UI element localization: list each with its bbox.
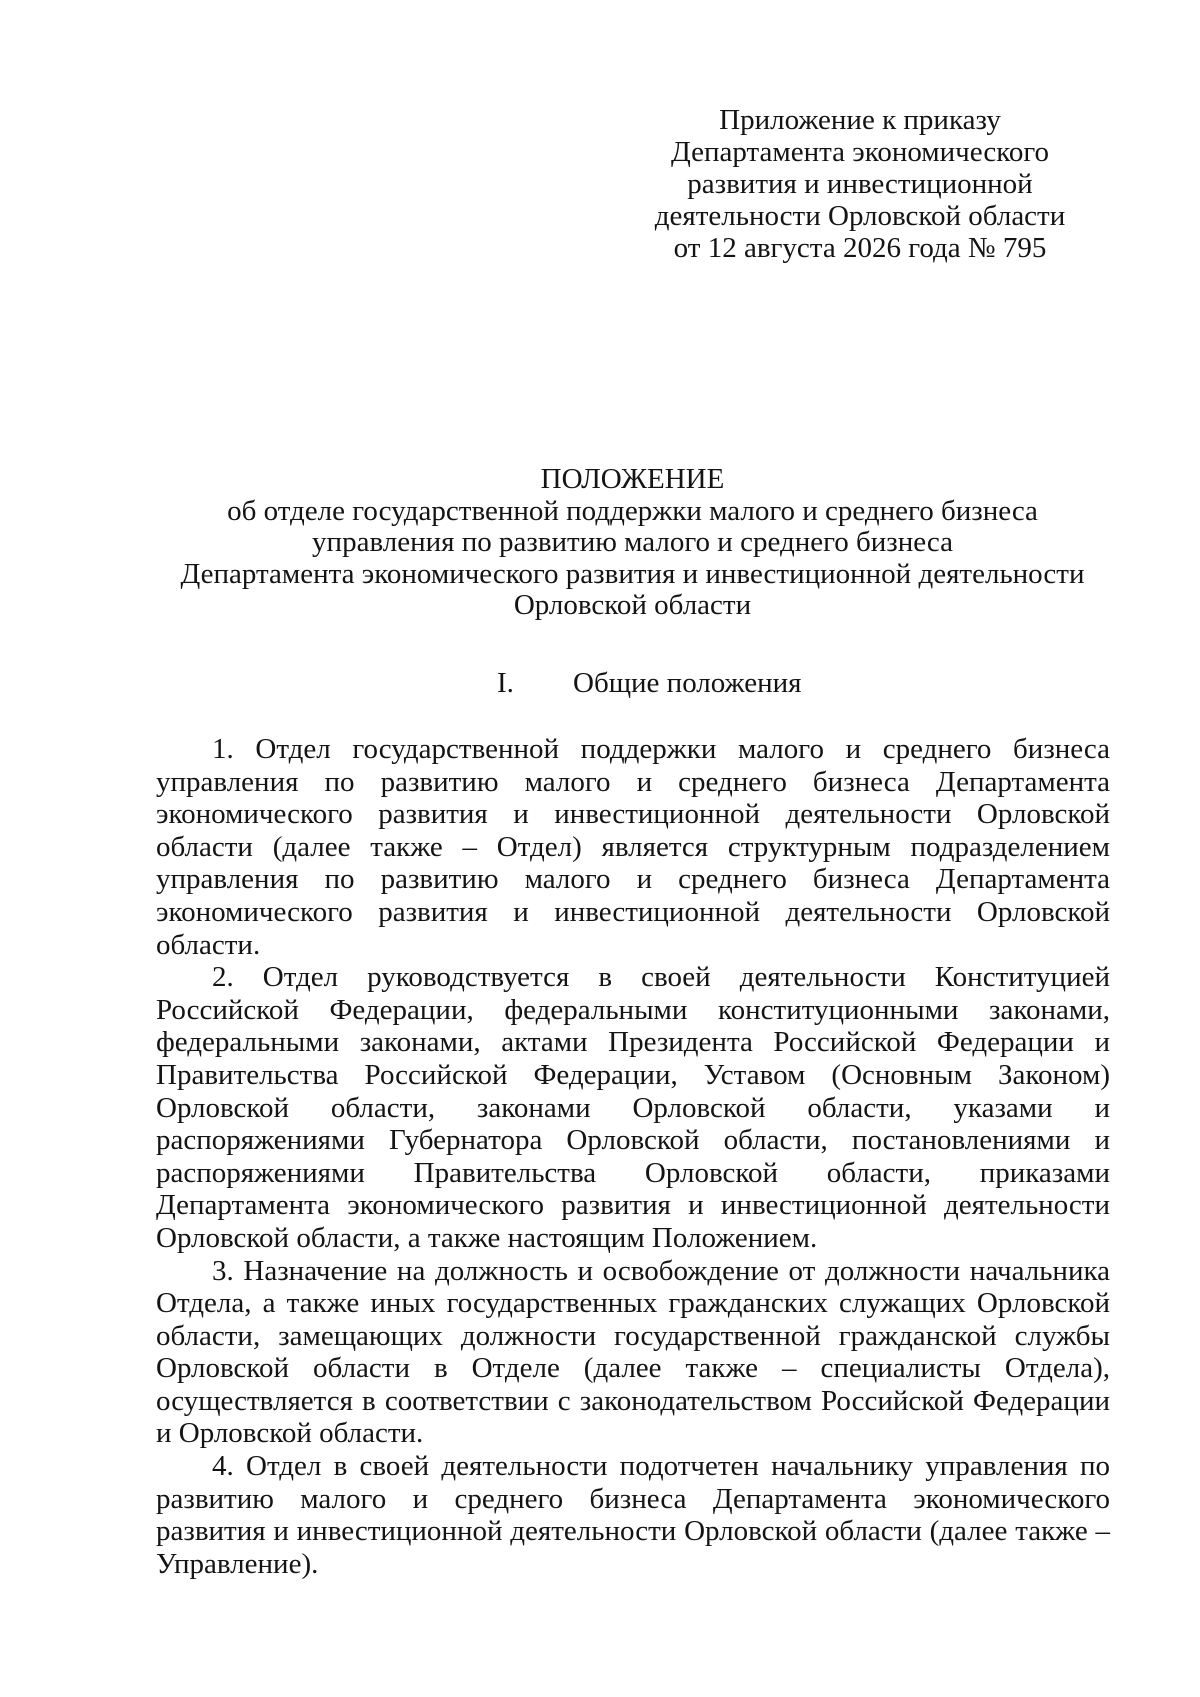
section-title: Общие положения	[573, 667, 802, 699]
section-number: I.	[497, 667, 514, 699]
appendix-line: развития и инвестиционной	[687, 168, 1033, 200]
document-title-block	[150, 464, 1115, 622]
paragraph: 2. Отдел руководствуется в своей деятельности Конституцией Российской Федерации, федеральными конституционными законами, федеральными законами, актами Президента Российской Федерации и Правительства Российской Федерации, Уставом (Основным Законом) Орловской области, законами Орловской области, указами и распоряжениями Губернатора Орловской области, постановлениями и распоряжениями Правительства Орловской области, приказами Департамента экономического развития и инвестиционной деятельности Орловской области, а также настоящим Положением.	[156, 961, 1110, 1254]
document-subtitle-line: Департамента экономического развития и инвестиционной деятельности	[180, 557, 1085, 590]
appendix-line: Департамента экономического	[670, 136, 1050, 168]
document-title: ПОЛОЖЕНИЕ	[540, 463, 725, 495]
section-heading	[0, 666, 1200, 700]
document-subtitle-line: управления по развитию малого и среднего бизнеса	[312, 526, 953, 558]
document-subtitle-line: Орловской области	[513, 589, 752, 621]
document-subtitle-line: об отделе государственной поддержки малого и среднего бизнеса	[227, 494, 1038, 527]
paragraph: 4. Отдел в своей деятельности подотчетен начальнику управления по развитию малого и среднего бизнеса Департамента экономического развития и инвестиционной деятельности Орловской области (далее также – Управление).	[156, 1450, 1110, 1580]
appendix-line: от 12 августа 2026 года № 795	[673, 232, 1047, 264]
appendix-line: Приложение к приказу	[719, 104, 1001, 136]
appendix-line: деятельности Орловской области	[654, 200, 1066, 232]
document-body	[156, 733, 1110, 1580]
appendix-reference	[650, 104, 1070, 264]
paragraph: 1. Отдел государственной поддержки малого и среднего бизнеса управления по развитию малого и среднего бизнеса Департамента экономического развития и инвестиционной деятельности Орловской области (далее также – Отдел) является структурным подразделением управления по развитию малого и среднего бизнеса Департамента экономического развития и инвестиционной деятельности Орловской области.	[156, 733, 1110, 961]
paragraph: 3. Назначение на должность и освобождение от должности начальника Отдела, а также иных государственных гражданских служащих Орловской области, замещающих должности государственной гражданской службы Орловской области в Отделе (далее также – специалисты Отдела), осуществляется в соответствии с законодательством Российской Федерации и Орловской области.	[156, 1254, 1110, 1450]
